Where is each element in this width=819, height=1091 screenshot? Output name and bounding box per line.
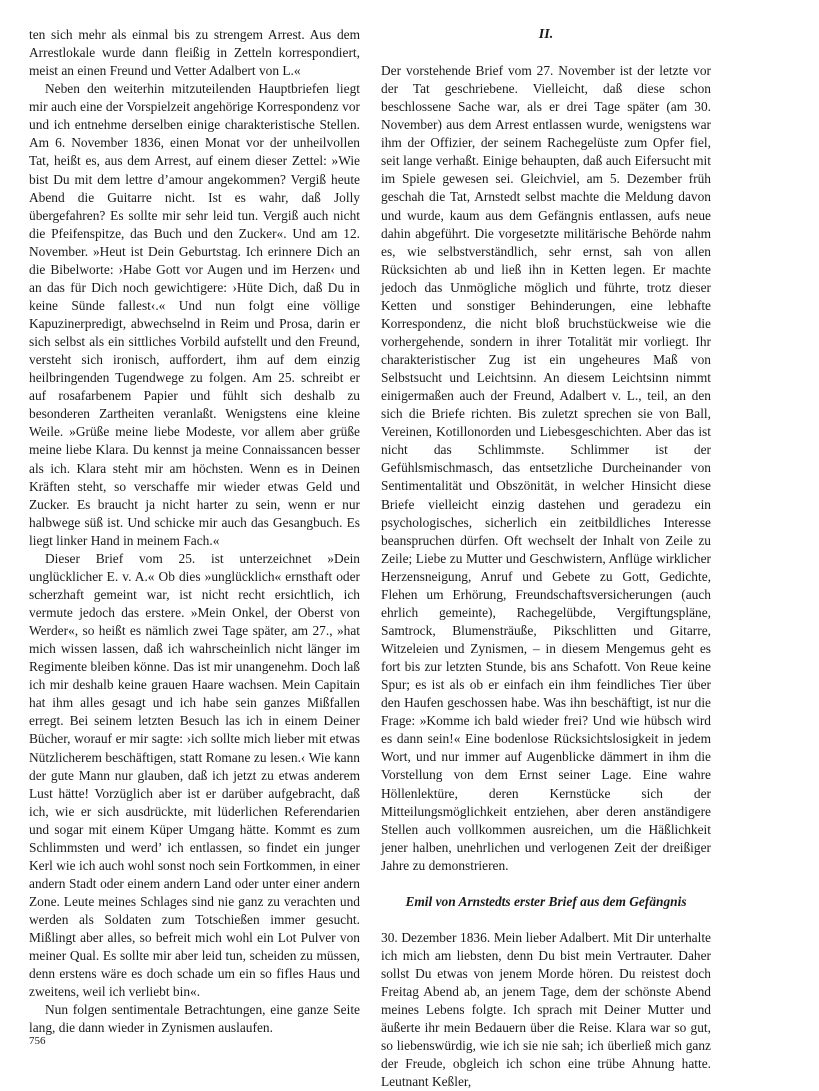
right-paragraph-1: Der vorstehende Brief vom 27. November ist der letzte vor der Tat geschriebene. Vielleicht, daß diese schon beschlossene Sache war, als er drei Tage später (am 30. November) aus dem Arrest entlassen wurde, wenigstens war ihm der Offizier, der seinem Rachegelüste zum Opfer fiel, seit lange verhaßt. Einige behaupten, daß auch Eifersucht mit im Spiele gewesen sei. Gleichviel, am 5. Dezember früh geschah die Tat, Arnstedt selbst machte die Meldung davon und wurde, kaum aus dem Gefängnis entlassen, aufs neue dahin abgeführt. Die vorgesetzte militärische Behörde nahm es, wie selbstverständlich, sehr ernst, sah von allen Rücksichten ab und ließ ihn in Ketten legen. Er machte jedoch das Unmögliche möglich und führte, trotz dieser Ketten und sonstiger Behinderungen, eine lebhafte Korrespondenz, die nicht bloß bruchstückweise wie die vorhergehende, sondern in ihrer Totalität mir vorliegt. Ihr charakteristischer Zug ist ein ungeheures Maß von Selbstsucht und Leichtsinn. An diesem Leichtsinn nimmt einigermaßen auch der Freund, Adalbert v. L., teil, an den sich die Briefe richten. Bis zuletzt sprechen sie von Ball, Vereinen, Kotillonorden und Liebesgeschichten. Aber das ist nicht das Schlimmste. Schlimmer ist der Gefühlsmischmasch, das entsetzliche Durcheinander von Sentimentalität und Obszönität, in welcher Hinsicht diese Briefe vielleicht einzig dastehen und geradezu ein psychologisches, sicherlich ein zeitbildliches Interesse beanspruchen dürfen. Oft wechselt der Inhalt von Zeile zu Zeile; Liebe zu Mutter und Geschwistern, Anflüge wirklicher Herzensneigung, Anruf und Gebete zu Gott, Gedichte, Flehen um Erhörung, Freundschaftsversicherungen (auch ehrlich gemeinte), Rachegelübde, Vergiftungspläne, Samtrock, Blumensträuße, Pikschlitten und Gitarre, Witzeleien und Zynismen, – in diesem Mengemus geht es fort bis zur letzten Stunde, bis ans Schafott. Von Reue keine Spur; es ist als ob er einfach ein ihm feindliches Tier über den Haufen geschossen habe. Was ihn beschäftigt, ist nur die Frage: »Komme ich bald wieder frei? Und wie hübsch wird es dann sein!« Eine bodenlose Rücksichtslosigkeit in jedem Wort, und nur immer auf Augenblicke dämmert in ihm die Vorstellung von dem Ernst seiner Lage. Eine wahre Höllenlektüre, deren Kernstücke sich der Mitteilungsmöglichkeit entziehen, aber deren anständigere Stellen auch vollkommen ausreichen, um die Häßlichkeit jener halben, unehrlichen und verlogenen Zeit der dreißiger Jahre zu demonstrieren. [381, 63, 711, 873]
section-number: II. [538, 27, 554, 42]
left-paragraph-4: Nun folgen sentimentale Betrachtungen, eine ganze Seite lang, die dann wieder in Zynismen auslaufen. [29, 1002, 360, 1036]
left-paragraph-2: Neben den weiterhin mitzuteilenden Hauptbriefen liegt mir auch eine der Vorspielzeit angehörige Korrespondenz vor und ich entnehme derselben einige charakteristische Stellen. Am 6. November 1836, einen Monat vor der unheilvollen Tat, heißt es, aus dem Arrest, auf einem dieser Zettel: »Wie bist Du mit dem lettre d’amour angekommen? Vergiß heute Abend die Guitarre nicht. Ist es wahr, daß Jolly übergefahren? Es sollte mir sehr leid tun. Vergiß auch nicht die Pfeifenspitze, das Buch und den Zucker«. Und am 12. November. »Heut ist Dein Geburtstag. Ich erinnere Dich an die Bibelworte: ›Habe Gott vor Augen und im Herzen‹ und an das für Dich noch gewichtigere: ›Hüte Dich, daß Du in keine Sünde fallest‹.« Und nun folgt eine völlige Kapuzinerpredigt, abwechselnd in Reim und Prosa, darin er sich selbst als ein sittliches Vorbild aufstellt und den Freund, versteht sich ironisch, auffordert, ihm auf dem einzig heilbringenden Tugendwege zu folgen. Am 25. schreibt er auf rosafarbenem Papier und fühlt sich deshalb zu besonderen Zartheiten veranlaßt. Wenigstens eine kleine Weile. »Grüße meine liebe Modeste, vor allem aber grüße meine liebe Klara. Du kennst ja meine Connaissancen besser als ich. Klara steht mir am höchsten. Wenn es in Deinen Kräften steht, so verschaffe mir wieder etwas Geld und Zucker. Es braucht ja nicht harter zu sein, wenn er nur halbwege süß ist. Und schicke mir auch das Gesangbuch. Es liegt linker Hand in meinem Fach.« [29, 81, 360, 548]
page-number: 756 [29, 1035, 46, 1047]
right-paragraph-2: 30. Dezember 1836. Mein lieber Adalbert. Mit Dir unterhalte ich mich am liebsten, denn Du bist mein Vertrauter. Daher sollst Du etwas von jenem Morde hören. Du reistest doch Freitag Abend ab, an jenem Tage, dem der schönste Abend meines Lebens folgte. Ich sprach mit Deiner Mutter und äußerte ihr mein Bedauern über die Reise. Klara war so gut, so liebenswürdig, wie ich sie nie sah; ich überließ mich ganz der Freude, obgleich ich schon eine trübe Ahnung hatte. Leutnant Keßler, [381, 929, 711, 1090]
left-paragraph-3: Dieser Brief vom 25. ist unterzeichnet »Dein unglücklicher E. v. A.« Ob dies »unglücklich« ernsthaft oder scherzhaft gemeint war, ist nicht recht ersichtlich, ich vermute jedoch das erstere. »Mein Onkel, der Oberst von Werder«, so heißt es nämlich zwei Tage später, am 27., »hat mich wissen lassen, daß ich wahrscheinlich nicht länger im Regimente bleiben könne. Das ist mir unangenehm. Doch laß ich mir deshalb keine grauen Haare wachsen. Mein Capitain hat ihm alles gesagt und ich habe sein ganzes Mißfallen erregt. Bei seinem letzten Besuch las ich in einem Deiner Bücher, worauf er mir sagte: ›ich sollte mich lieber mit etwas Nützlicherem beschäftigen, statt Romane zu lesen.‹ Wie kann der gute Mann nur glauben, daß ich jetzt zu etwas anderem Lust hätte! Vorzüglich aber ist er darüber aufgebracht, daß ich, wie er sich ausdrückte, mit lüderlichen Referendarien und sogar mit einem Küper Umgang hätte. Kommt es zum Schlimmsten und werd’ ich entlassen, so findet ein junger Kerl wie ich auch wohl sonst noch sein Fortkommen, in einer andern Stadt oder einem andern Land oder unter einer andern Zone. Leute meines Schlages sind nie ganz zu verachten und werden als Soldaten zum Totschießen immer gesucht. Mißlingt aber alles, so befreit mich wohl ein Lot Pulver von meiner Qual. Es sollte mir aber leid tun, scheiden zu müssen, denn erstens wäre es doch schade um ein so fifles Haus und zweitens, weil ich verliebt bin«. [29, 550, 360, 1000]
letter-heading: Emil von Arnstedts erster Brief aus dem Gefängnis [405, 893, 687, 909]
right-column [381, 26, 711, 1091]
left-column [29, 26, 360, 1038]
left-paragraph-1: ten sich mehr als einmal bis zu strengem Arrest. Aus dem Arrestlokale wurde dann fleißig in Zetteln korrespondiert, meist an einen Freund und Vetter Adalbert von L.« [29, 27, 360, 79]
